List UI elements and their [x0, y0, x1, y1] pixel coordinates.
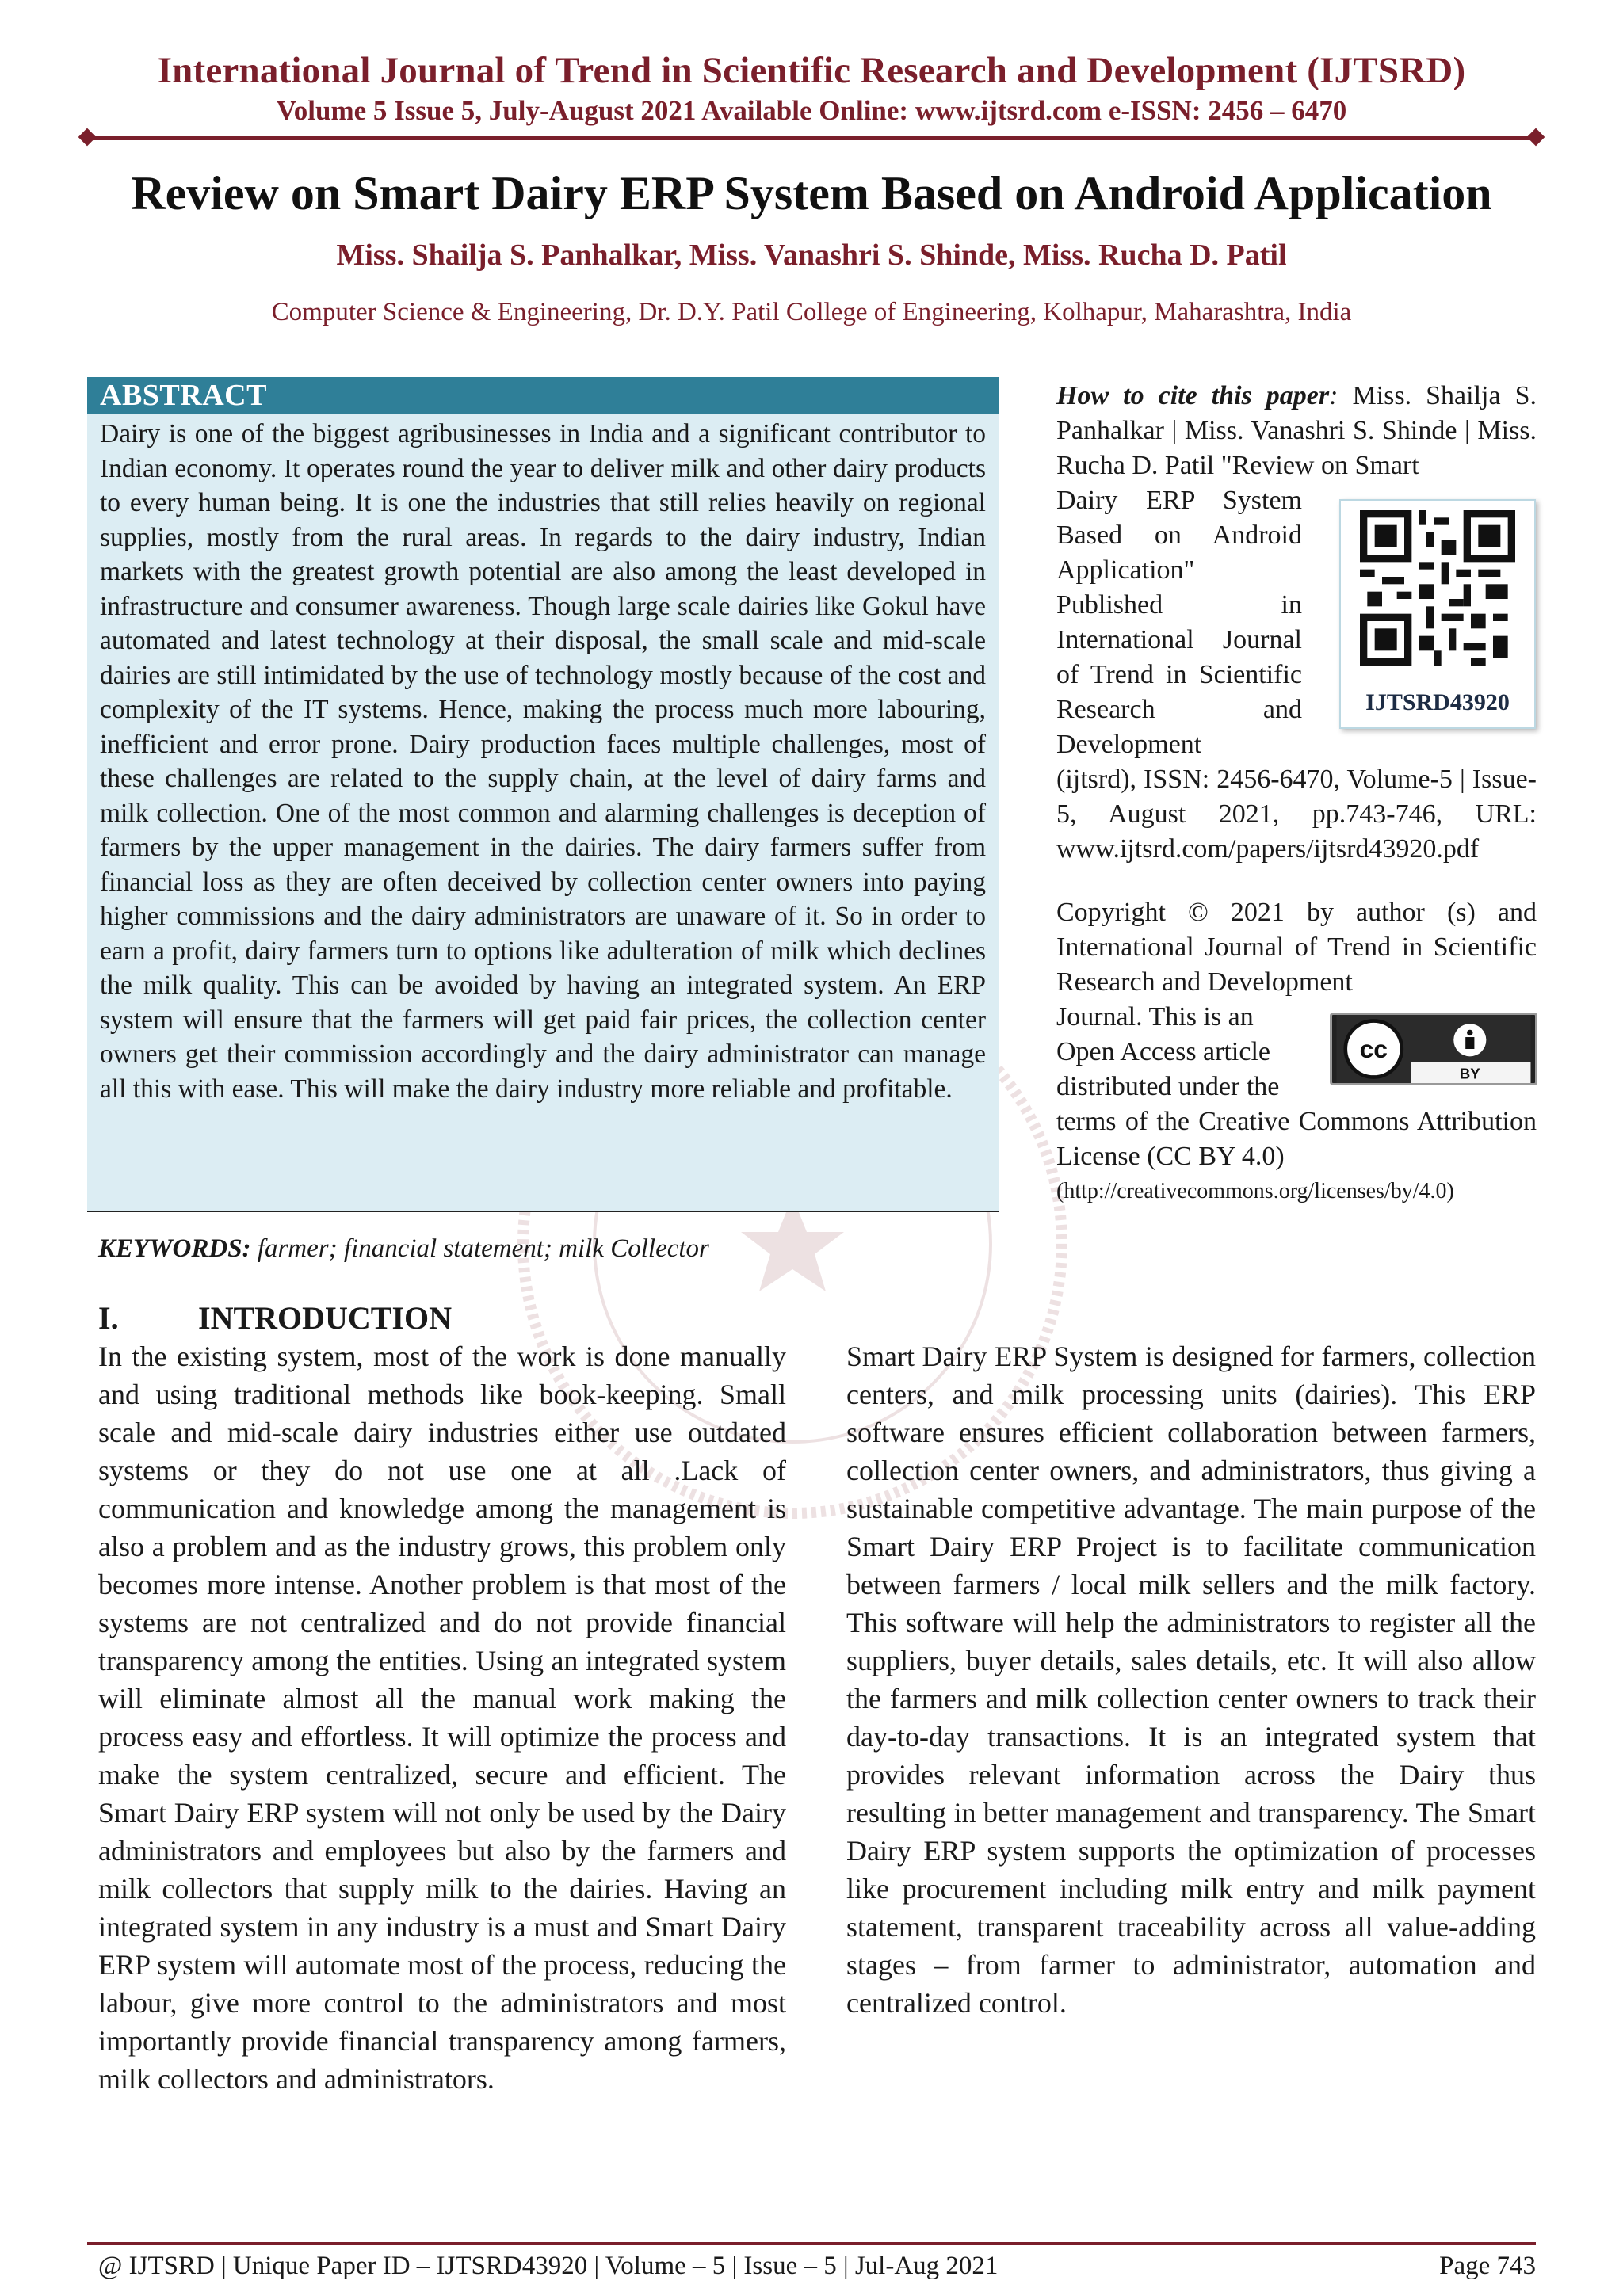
keywords-text: farmer; financial statement; milk Collector — [250, 1234, 709, 1263]
citation-colon: : — [1329, 381, 1338, 410]
citation-line-a: Miss. Shailja S. Panhalkar | Miss. Vanashri S. Shinde | Miss. Rucha D. Patil "Review on Smart — [1056, 381, 1537, 480]
header-divider — [87, 136, 1536, 140]
section-number: I. — [98, 1300, 119, 1336]
section-title: INTRODUCTION — [198, 1300, 453, 1336]
footer-info: @ IJTSRD | Unique Paper ID – IJTSRD43920 | Volume – 5 | Issue – 5 | Jul-Aug 2021 — [98, 2252, 999, 2280]
citation-line-b: Dairy ERP System Based on Android Application" Published in International Journal of Trend in Scientific Research and Development — [1056, 486, 1302, 759]
copyright-line-b: Journal. This is an Open Access article distributed under the — [1056, 1002, 1280, 1101]
footer-divider — [87, 2242, 1536, 2245]
abstract-text: Dairy is one of the biggest agribusinesses in India and a significant contributor to Indian economy. It operates round the year to deliver milk and other dairy products to every human being. It is one the industries that still relies heavily on regional supplies, mostly from the rural areas. In regards to the dairy industry, Indian markets with the greatest growth potential are also among the least developed in infrastructure and consumer awareness. Though large scale dairies like Gokul have automated and latest technology at their disposal, the small scale and mid-scale dairies are still intimidated by the use of technology mostly because of the cost and complexity of the IT systems. Hence, making the process much more labouring, inefficient and error prone. Dairy production faces multiple challenges, most of these challenges are related to the supply chain, at the level of dairy farms and milk collection. One of the most common and alarming challenges is deception of farmers by the upper management in the dairies. The dairy farmers suffer from financial loss as they are often deceived by collection center owners into paying higher commissions and the dairy administrators are unaware of it. So in order to earn a profit, dairy farmers turn to options like adulteration of milk which declines the milk quality. This can be avoided by having an integrated system. An ERP system will ensure that the farmers will get paid fair prices, the collection center owners get their commission accordingly and the dairy administrator can manage all this with ease. This will make the dairy industry more reliable and profitable. — [100, 419, 986, 1104]
paper-affiliation: Computer Science & Engineering, Dr. D.Y. Patil College of Engineering, Kolhapur, Maharashtra, India — [271, 298, 1352, 326]
section-heading-introduction — [98, 1299, 452, 1337]
by-text: BY — [1459, 1065, 1480, 1082]
qr-code-card — [1339, 499, 1536, 729]
journal-subtitle: Volume 5 Issue 5, July-August 2021 Available Online: www.ijtsrd.com e-ISSN: 2456 – 6470 — [276, 95, 1347, 126]
copyright-line-c: terms of the Creative Commons Attribution License (CC BY 4.0) — [1056, 1107, 1537, 1171]
qr-code-icon — [1360, 510, 1515, 666]
license-url: (http://creativecommons.org/licenses/by/4.0) — [1056, 1179, 1454, 1203]
copyright-line-a: Copyright © 2021 by author (s) and International Journal of Trend in Scientific Research and Development — [1056, 898, 1537, 997]
introduction-right-column: Smart Dairy ERP System is designed for farmers, collection centers, and milk processing units (dairies). This ERP software ensures efficient collaboration between farmers, collection center owners, and administrators, thus giving a sustainable competitive advantage. The main purpose of the Smart Dairy ERP Project is to facilitate communication between farmers / local milk sellers and the milk factory. This software will help the administrators to register all the suppliers, buyer details, sales details, etc. It will also allow the farmers and milk collection center owners to track their day-to-day transactions. It is an integrated system that provides relevant information across the Dairy thus resulting in better management and transparency. The Smart Dairy ERP system supports the optimization of processes like procurement including milk entry and milk payment statement, transparent traceability across all value-adding stages – from farmer to administrator, automation and centralized control. — [846, 1341, 1536, 2019]
paper-id-label: IJTSRD43920 — [1365, 689, 1510, 715]
citation-line-c: (ijtsrd), ISSN: 2456-6470, Volume-5 | Issue-5, August 2021, pp.743-746, URL: www.ijtsrd.com/papers/ijtsrd43920.pdf — [1056, 765, 1537, 864]
keywords — [98, 1234, 1010, 1264]
cc-icon-text: cc — [1359, 1035, 1388, 1064]
abstract-box — [87, 377, 999, 1212]
page-number: Page 743 — [1439, 2252, 1536, 2280]
abstract-heading: ABSTRACT — [87, 377, 999, 414]
paper-title: Review on Smart Dairy ERP System Based on Android Application — [131, 167, 1492, 219]
keywords-label: KEYWORDS: — [98, 1234, 251, 1263]
introduction-left-column: In the existing system, most of the work is done manually and using traditional methods like book-keeping. Small scale and mid-scale dairy industries either use outdated systems or they do not use one at all .Lack of communication and knowledge among the management is also a problem and as the industry grows, this problem only becomes more intense. Another problem is that most of the systems are not centralized and do not provide financial transparency among the entities. Using an integrated system will eliminate almost all the manual work making the process easy and effortless. It will optimize the process and make the system centralized, secure and efficient. The Smart Dairy ERP system will not only be used by the Dairy administrators and employees but also by the farmers and milk collectors that supply milk to the dairies. Having an integrated system in any industry is a must and Smart Dairy ERP system will automate most of the process, reducing the labour, give more control to the administrators and most importantly provide financial transparency among farmers, milk collectors and administrators. — [98, 1341, 786, 2095]
cc-by-license-badge — [1330, 1013, 1537, 1085]
citation-label: How to cite this paper — [1056, 381, 1330, 410]
paper-authors: Miss. Shailja S. Panhalkar, Miss. Vanashri S. Shinde, Miss. Rucha D. Patil — [336, 238, 1287, 272]
journal-title: International Journal of Trend in Scientific Research and Development (IJTSRD) — [157, 50, 1466, 91]
